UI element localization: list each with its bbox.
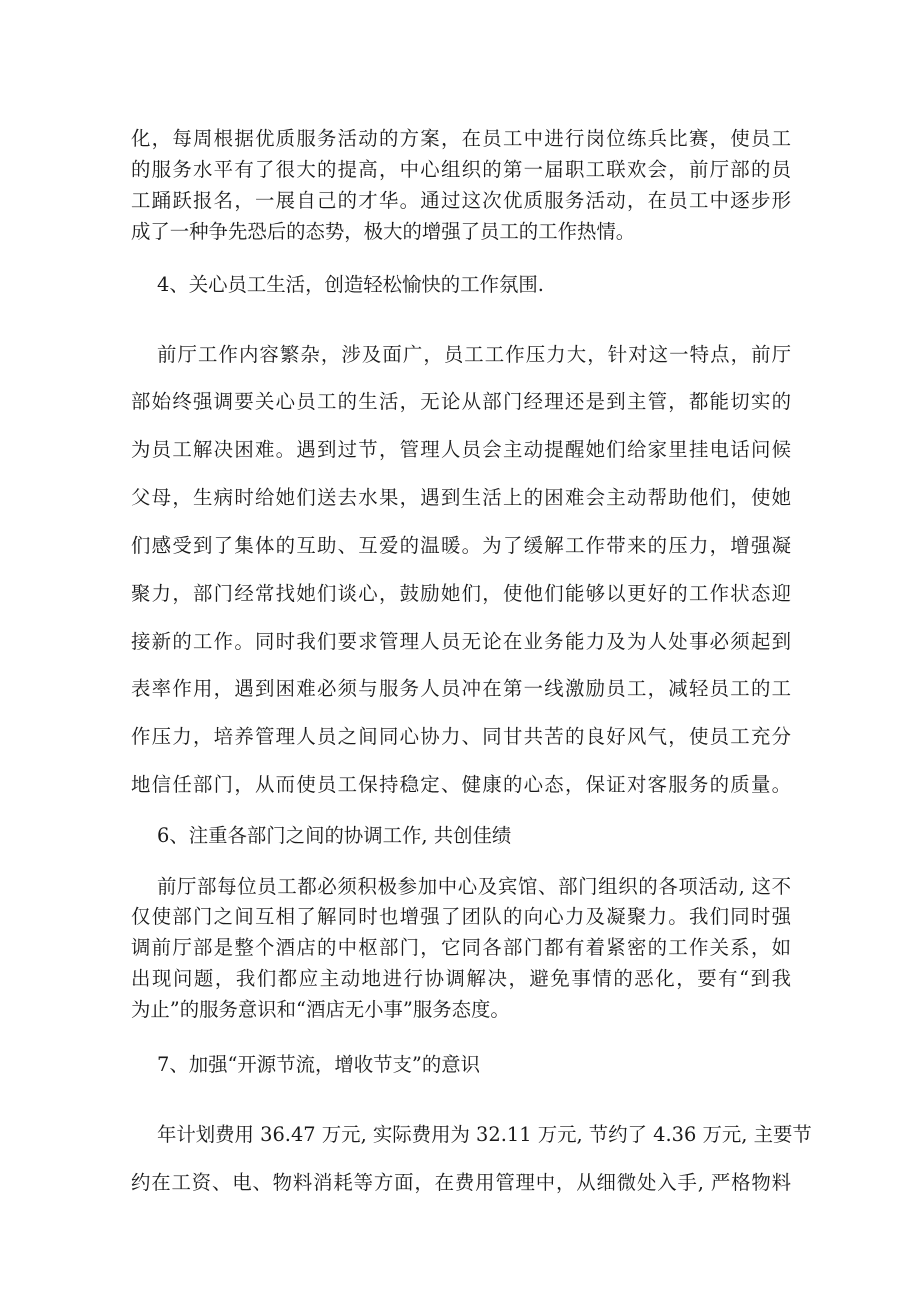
paragraph-line: 成了一种争先恐后的态势，极大的增强了员工的工作热情。 [131, 220, 636, 243]
paragraph-line: 工踊跃报名，一展自己的才华。通过这次优质服务活动，在员工中逐步形 [131, 189, 791, 212]
paragraph-line: 父母，生病时给她们送去水果，遇到生活上的困难会主动帮助他们，使她 [131, 486, 791, 509]
paragraph-line: 部始终强调要关心员工的生活，无论从部门经理还是到主管，都能切实的 [131, 390, 791, 413]
paragraph-line: 约在工资、电、物料消耗等方面，在费用管理中，从细微处入手, 严格物料 [131, 1171, 791, 1194]
paragraph-line: 调前厅部是整个酒店的中枢部门，它同各部门都有着紧密的工作关系，如 [131, 936, 791, 959]
section-heading-7: 7、加强“开源节流，增收节支”的意识 [157, 1053, 481, 1076]
paragraph-line: 表率作用，遇到困难必须与服务人员冲在第一线激励员工，减轻员工的工 [131, 677, 791, 700]
paragraph-line: 的服务水平有了很大的提高，中心组织的第一届职工联欢会，前厅部的员 [131, 158, 791, 181]
paragraph-line: 为员工解决困难。遇到过节，管理人员会主动提醒她们给家里挂电话问候 [131, 438, 791, 461]
paragraph-line: 接新的工作。同时我们要求管理人员无论在业务能力及为人处事必须起到 [131, 630, 791, 653]
paragraph-line: 们感受到了集体的互助、互爱的温暖。为了缓解工作带来的压力，增强凝 [131, 534, 791, 557]
paragraph-line: 年计划费用 36.47 万元, 实际费用为 32.11 万元, 节约了 4.36 万元, 主要节 [157, 1123, 812, 1146]
paragraph-line: 前厅工作内容繁杂，涉及面广，员工工作压力大，针对这一特点，前厅 [157, 343, 791, 366]
paragraph-line: 聚力，部门经常找她们谈心，鼓励她们，使他们能够以更好的工作状态迎 [131, 582, 791, 605]
paragraph-line: 地信任部门，从而使员工保持稳定、健康的心态，保证对客服务的质量。 [131, 773, 791, 796]
paragraph-line: 仅使部门之间互相了解同时也增强了团队的向心力及凝聚力。我们同时强 [131, 905, 791, 928]
paragraph-line: 为止”的服务意识和“酒店无小事”服务态度。 [131, 998, 510, 1021]
paragraph-line: 出现问题，我们都应主动地进行协调解决，避免事情的恶化，要有“到我 [131, 967, 791, 990]
paragraph-line: 化，每周根据优质服务活动的方案，在员工中进行岗位练兵比赛，使员工 [131, 127, 791, 150]
section-heading-4: 4、关心员工生活，创造轻松愉快的工作氛围. [157, 273, 544, 296]
section-heading-6: 6、注重各部门之间的协调工作, 共创佳绩 [157, 824, 512, 847]
paragraph-line: 作压力，培养管理人员之间同心协力、同甘共苦的良好风气，使员工充分 [131, 725, 791, 748]
paragraph-line: 前厅部每位员工都必须积极参加中心及宾馆、部门组织的各项活动, 这不 [157, 875, 791, 898]
